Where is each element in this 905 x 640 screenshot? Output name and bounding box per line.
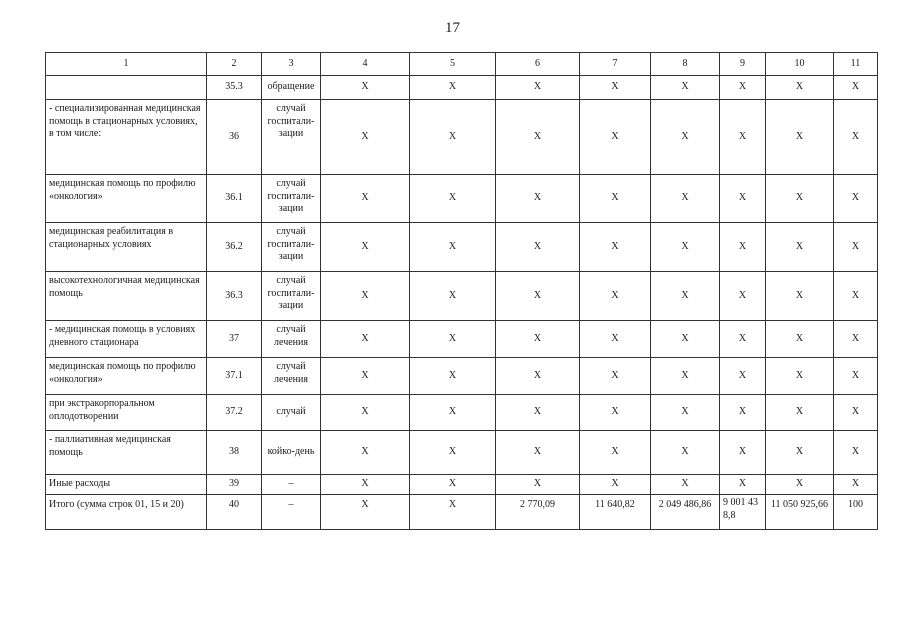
header-row	[46, 53, 878, 76]
row-value-cell: Х	[410, 100, 496, 175]
row-value-cell: Х	[496, 321, 580, 358]
header-cell: 11	[834, 53, 878, 76]
row-value-cell: Х	[720, 358, 766, 395]
row-value-cell: Х	[834, 175, 878, 223]
row-value-cell: 11 050 925,66	[766, 495, 834, 530]
table-row	[46, 358, 878, 395]
row-value-cell: Х	[834, 431, 878, 475]
row-value-cell: Х	[496, 395, 580, 431]
row-value-cell: Х	[834, 223, 878, 272]
row-value-cell: Х	[720, 100, 766, 175]
row-value-cell: Х	[580, 223, 651, 272]
row-value-cell: Х	[580, 272, 651, 321]
row-name-cell: - медицинская помощь в условиях дневного стационара	[46, 321, 207, 358]
row-value-cell: Х	[496, 223, 580, 272]
row-value-cell: Х	[834, 475, 878, 495]
table-row	[46, 76, 878, 100]
row-unit-cell: случай госпитали-зации	[262, 223, 321, 272]
row-value-cell: Х	[766, 395, 834, 431]
header-cell: 1	[46, 53, 207, 76]
row-value-cell: Х	[580, 395, 651, 431]
row-value-cell: 2 049 486,86	[651, 495, 720, 530]
header-cell: 9	[720, 53, 766, 76]
row-code-cell: 37.2	[207, 395, 262, 431]
row-name-cell: высокотехнологичная медицинская помощь	[46, 272, 207, 321]
row-code-cell: 38	[207, 431, 262, 475]
row-name-cell: Итого (сумма строк 01, 15 и 20)	[46, 495, 207, 530]
row-value-cell: Х	[766, 223, 834, 272]
table-row	[46, 395, 878, 431]
row-value-cell: Х	[720, 272, 766, 321]
header-cell: 10	[766, 53, 834, 76]
row-value-cell: Х	[410, 76, 496, 100]
row-value-cell: Х	[321, 223, 410, 272]
row-value-cell: Х	[496, 76, 580, 100]
row-value-cell: Х	[651, 475, 720, 495]
row-value-cell: Х	[834, 100, 878, 175]
row-name-cell: медицинская помощь по профилю «онкология»	[46, 358, 207, 395]
row-name-cell: - специализированная медицинская помощь в стационарных условиях, в том числе:	[46, 100, 207, 175]
row-value-cell: Х	[410, 395, 496, 431]
row-name-cell: медицинская реабилитация в стационарных условиях	[46, 223, 207, 272]
row-value-cell: Х	[321, 358, 410, 395]
row-value-cell: Х	[651, 358, 720, 395]
table-row	[46, 321, 878, 358]
row-name-cell: медицинская помощь по профилю «онкология»	[46, 175, 207, 223]
table-row	[46, 495, 878, 530]
row-value-cell: Х	[580, 175, 651, 223]
row-name-cell: при экстракорпоральном оплодотворении	[46, 395, 207, 431]
row-value-cell: Х	[496, 475, 580, 495]
row-value-cell: Х	[410, 321, 496, 358]
row-value-cell: Х	[834, 358, 878, 395]
row-value-cell: 100	[834, 495, 878, 530]
row-unit-cell: случай госпитали-зации	[262, 175, 321, 223]
table-row	[46, 475, 878, 495]
row-value-cell: Х	[410, 358, 496, 395]
row-value-cell: Х	[580, 100, 651, 175]
row-value-cell: Х	[766, 175, 834, 223]
row-value-cell: Х	[766, 475, 834, 495]
row-value-cell: 9 001 43 8,8	[720, 495, 766, 530]
header-cell: 3	[262, 53, 321, 76]
header-cell: 6	[496, 53, 580, 76]
page-number: 17	[445, 20, 460, 36]
row-value-cell: Х	[651, 395, 720, 431]
row-value-cell: 11 640,82	[580, 495, 651, 530]
row-value-cell: Х	[580, 321, 651, 358]
row-value-cell: Х	[496, 100, 580, 175]
row-value-cell: Х	[651, 223, 720, 272]
row-value-cell: 2 770,09	[496, 495, 580, 530]
row-value-cell: Х	[496, 175, 580, 223]
row-value-cell: Х	[834, 321, 878, 358]
header-cell: 5	[410, 53, 496, 76]
row-code-cell: 40	[207, 495, 262, 530]
row-unit-cell: случай госпитали-зации	[262, 100, 321, 175]
header-cell: 7	[580, 53, 651, 76]
header-cell: 2	[207, 53, 262, 76]
row-value-cell: Х	[410, 272, 496, 321]
row-value-cell: Х	[720, 175, 766, 223]
row-value-cell: Х	[321, 495, 410, 530]
row-name-cell: - паллиативная медицинская помощь	[46, 431, 207, 475]
row-value-cell: Х	[580, 475, 651, 495]
table-row	[46, 175, 878, 223]
row-value-cell: Х	[720, 223, 766, 272]
row-value-cell: Х	[580, 358, 651, 395]
row-value-cell: Х	[496, 358, 580, 395]
row-value-cell: Х	[766, 76, 834, 100]
row-unit-cell: койко-день	[262, 431, 321, 475]
row-value-cell: Х	[834, 76, 878, 100]
row-value-cell: Х	[580, 76, 651, 100]
row-code-cell: 35.3	[207, 76, 262, 100]
row-value-cell: Х	[410, 431, 496, 475]
row-value-cell: Х	[410, 223, 496, 272]
row-value-cell: Х	[321, 76, 410, 100]
row-value-cell: Х	[410, 475, 496, 495]
row-value-cell: Х	[766, 431, 834, 475]
row-value-cell: Х	[410, 495, 496, 530]
row-code-cell: 37.1	[207, 358, 262, 395]
row-unit-cell: случай госпитали-зации	[262, 272, 321, 321]
row-value-cell: Х	[496, 272, 580, 321]
row-value-cell: Х	[321, 272, 410, 321]
row-value-cell: Х	[651, 76, 720, 100]
row-unit-cell: случай	[262, 395, 321, 431]
row-code-cell: 37	[207, 321, 262, 358]
row-code-cell: 39	[207, 475, 262, 495]
row-value-cell: Х	[651, 100, 720, 175]
row-code-cell: 36.2	[207, 223, 262, 272]
row-value-cell: Х	[651, 175, 720, 223]
row-value-cell: Х	[580, 431, 651, 475]
row-value-cell: Х	[766, 358, 834, 395]
row-value-cell: Х	[321, 321, 410, 358]
table-row	[46, 431, 878, 475]
row-value-cell: Х	[321, 395, 410, 431]
row-value-cell: Х	[496, 431, 580, 475]
row-value-cell: Х	[834, 395, 878, 431]
row-code-cell: 36.3	[207, 272, 262, 321]
row-name-cell	[46, 76, 207, 100]
row-value-cell: Х	[321, 175, 410, 223]
row-unit-cell: –	[262, 495, 321, 530]
row-value-cell: Х	[651, 272, 720, 321]
row-value-cell: Х	[410, 175, 496, 223]
row-code-cell: 36.1	[207, 175, 262, 223]
row-unit-cell: случай лечения	[262, 321, 321, 358]
row-value-cell: Х	[321, 431, 410, 475]
row-value-cell: Х	[720, 321, 766, 358]
row-value-cell: Х	[321, 100, 410, 175]
table-row	[46, 223, 878, 272]
row-value-cell: Х	[321, 475, 410, 495]
row-value-cell: Х	[651, 431, 720, 475]
row-unit-cell: случай лечения	[262, 358, 321, 395]
row-value-cell: Х	[766, 321, 834, 358]
row-value-cell: Х	[651, 321, 720, 358]
row-value-cell: Х	[766, 272, 834, 321]
header-cell: 4	[321, 53, 410, 76]
row-name-cell: Иные расходы	[46, 475, 207, 495]
row-unit-cell: –	[262, 475, 321, 495]
row-value-cell: Х	[834, 272, 878, 321]
row-value-cell: Х	[720, 475, 766, 495]
report-table-body	[46, 53, 878, 530]
row-unit-cell: обращение	[262, 76, 321, 100]
row-code-cell: 36	[207, 100, 262, 175]
row-value-cell: Х	[766, 100, 834, 175]
row-value-cell: Х	[720, 76, 766, 100]
header-cell: 8	[651, 53, 720, 76]
row-value-cell: Х	[720, 431, 766, 475]
table-row	[46, 100, 878, 175]
table-row	[46, 272, 878, 321]
row-value-cell: Х	[720, 395, 766, 431]
report-table	[45, 52, 878, 530]
